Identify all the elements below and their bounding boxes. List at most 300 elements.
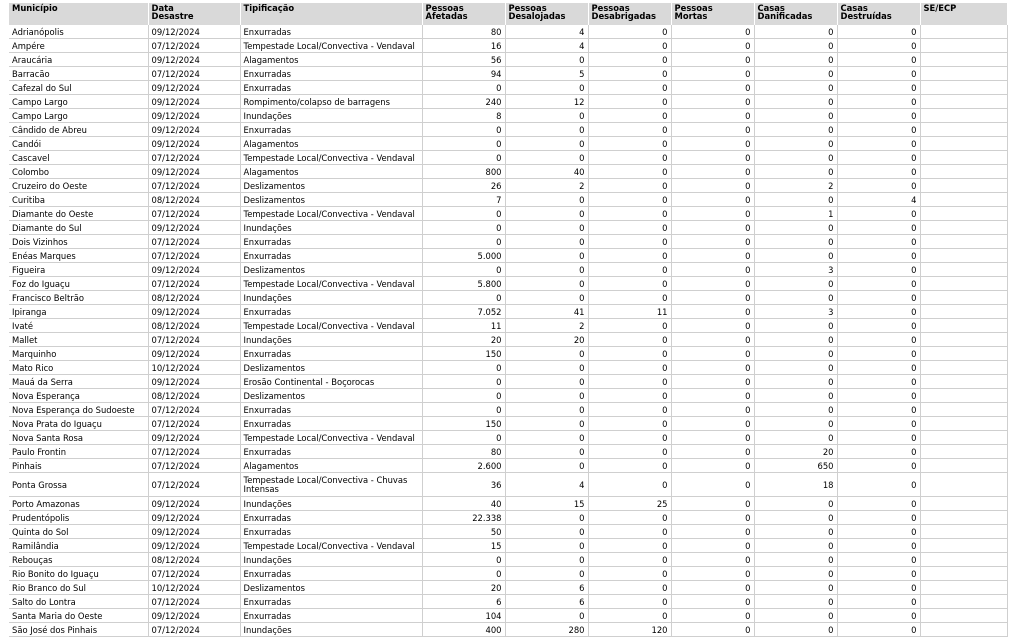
- cell-casas-danificadas: 0: [754, 67, 837, 81]
- cell-tipificacao: Inundações: [240, 497, 422, 511]
- cell-data-desastre: 09/12/2024: [148, 165, 240, 179]
- cell-se-ecp: [920, 277, 1007, 291]
- cell-pessoas-desalojadas: 6: [505, 595, 588, 609]
- cell-municipio: Quinta do Sol: [9, 525, 148, 539]
- cell-se-ecp: [920, 553, 1007, 567]
- table-row: [9, 511, 1007, 525]
- cell-casas-danificadas: 0: [754, 151, 837, 165]
- cell-tipificacao: Enxurradas: [240, 525, 422, 539]
- cell-casas-destruidas: 0: [837, 595, 920, 609]
- cell-casas-destruidas: 0: [837, 165, 920, 179]
- cell-casas-destruidas: 0: [837, 431, 920, 445]
- cell-pessoas-desabrigadas: 0: [588, 553, 671, 567]
- table-row: [9, 473, 1007, 497]
- cell-pessoas-desalojadas: 4: [505, 25, 588, 39]
- cell-pessoas-desabrigadas: 0: [588, 25, 671, 39]
- cell-data-desastre: 09/12/2024: [148, 497, 240, 511]
- cell-se-ecp: [920, 207, 1007, 221]
- cell-pessoas-desalojadas: 0: [505, 277, 588, 291]
- cell-casas-destruidas: 0: [837, 263, 920, 277]
- cell-tipificacao: Deslizamentos: [240, 389, 422, 403]
- cell-tipificacao: Enxurradas: [240, 567, 422, 581]
- cell-casas-danificadas: 0: [754, 431, 837, 445]
- cell-municipio: Ponta Grossa: [9, 473, 148, 497]
- table-body: [9, 25, 1007, 637]
- cell-casas-destruidas: 0: [837, 221, 920, 235]
- cell-pessoas-desalojadas: 0: [505, 291, 588, 305]
- cell-pessoas-desabrigadas: 0: [588, 67, 671, 81]
- cell-casas-destruidas: 0: [837, 67, 920, 81]
- cell-casas-danificadas: 0: [754, 249, 837, 263]
- cell-pessoas-afetadas: 2.600: [422, 459, 505, 473]
- cell-pessoas-desabrigadas: 0: [588, 539, 671, 553]
- cell-pessoas-desabrigadas: 0: [588, 277, 671, 291]
- column-header-casas-destruidas: Casas Destruídas: [837, 3, 920, 25]
- cell-se-ecp: [920, 151, 1007, 165]
- cell-pessoas-afetadas: 20: [422, 333, 505, 347]
- cell-municipio: Diamante do Oeste: [9, 207, 148, 221]
- table-row: [9, 539, 1007, 553]
- cell-casas-destruidas: 0: [837, 539, 920, 553]
- cell-pessoas-desabrigadas: 0: [588, 581, 671, 595]
- cell-casas-danificadas: 0: [754, 609, 837, 623]
- cell-pessoas-desabrigadas: 0: [588, 109, 671, 123]
- cell-data-desastre: 09/12/2024: [148, 525, 240, 539]
- cell-pessoas-desabrigadas: 0: [588, 95, 671, 109]
- cell-casas-danificadas: 0: [754, 581, 837, 595]
- cell-pessoas-desalojadas: 280: [505, 623, 588, 637]
- cell-pessoas-mortas: 0: [671, 375, 754, 389]
- cell-tipificacao: Inundações: [240, 221, 422, 235]
- cell-pessoas-afetadas: 0: [422, 553, 505, 567]
- cell-pessoas-mortas: 0: [671, 403, 754, 417]
- cell-pessoas-desalojadas: 0: [505, 361, 588, 375]
- cell-pessoas-mortas: 0: [671, 263, 754, 277]
- cell-se-ecp: [920, 417, 1007, 431]
- cell-pessoas-desabrigadas: 0: [588, 459, 671, 473]
- cell-casas-danificadas: 0: [754, 403, 837, 417]
- cell-data-desastre: 07/12/2024: [148, 39, 240, 53]
- cell-casas-danificadas: 0: [754, 319, 837, 333]
- cell-municipio: Cafezal do Sul: [9, 81, 148, 95]
- cell-se-ecp: [920, 123, 1007, 137]
- cell-data-desastre: 07/12/2024: [148, 235, 240, 249]
- cell-municipio: Cândido de Abreu: [9, 123, 148, 137]
- cell-casas-destruidas: 0: [837, 277, 920, 291]
- cell-pessoas-mortas: 0: [671, 179, 754, 193]
- cell-pessoas-desabrigadas: 0: [588, 123, 671, 137]
- cell-tipificacao: Enxurradas: [240, 595, 422, 609]
- cell-pessoas-mortas: 0: [671, 417, 754, 431]
- cell-casas-danificadas: 0: [754, 235, 837, 249]
- cell-pessoas-desalojadas: 6: [505, 581, 588, 595]
- cell-municipio: Cruzeiro do Oeste: [9, 179, 148, 193]
- cell-se-ecp: [920, 249, 1007, 263]
- cell-pessoas-mortas: 0: [671, 333, 754, 347]
- cell-pessoas-desalojadas: 0: [505, 207, 588, 221]
- cell-casas-danificadas: 0: [754, 375, 837, 389]
- cell-tipificacao: Tempestade Local/Convectiva - Vendaval: [240, 151, 422, 165]
- cell-casas-danificadas: 0: [754, 137, 837, 151]
- cell-municipio: Figueira: [9, 263, 148, 277]
- cell-data-desastre: 09/12/2024: [148, 221, 240, 235]
- cell-casas-destruidas: 0: [837, 417, 920, 431]
- cell-municipio: Foz do Iguaçu: [9, 277, 148, 291]
- cell-pessoas-afetadas: 104: [422, 609, 505, 623]
- cell-pessoas-mortas: 0: [671, 361, 754, 375]
- cell-municipio: Mallet: [9, 333, 148, 347]
- cell-data-desastre: 07/12/2024: [148, 417, 240, 431]
- cell-tipificacao: Enxurradas: [240, 235, 422, 249]
- table-row: [9, 81, 1007, 95]
- table-row: [9, 137, 1007, 151]
- cell-casas-danificadas: 0: [754, 221, 837, 235]
- cell-municipio: Ipiranga: [9, 305, 148, 319]
- cell-pessoas-desabrigadas: 0: [588, 81, 671, 95]
- table-row: [9, 39, 1007, 53]
- cell-pessoas-mortas: 0: [671, 389, 754, 403]
- cell-pessoas-mortas: 0: [671, 347, 754, 361]
- cell-municipio: Nova Prata do Iguaçu: [9, 417, 148, 431]
- cell-municipio: Nova Esperança: [9, 389, 148, 403]
- cell-data-desastre: 09/12/2024: [148, 81, 240, 95]
- cell-se-ecp: [920, 25, 1007, 39]
- cell-tipificacao: Enxurradas: [240, 417, 422, 431]
- cell-pessoas-desalojadas: 2: [505, 179, 588, 193]
- cell-tipificacao: Enxurradas: [240, 81, 422, 95]
- cell-casas-danificadas: 3: [754, 305, 837, 319]
- cell-pessoas-mortas: 0: [671, 581, 754, 595]
- cell-casas-destruidas: 0: [837, 459, 920, 473]
- column-header-pessoas-mortas: Pessoas Mortas: [671, 3, 754, 25]
- cell-municipio: Ivaté: [9, 319, 148, 333]
- cell-pessoas-desalojadas: 12: [505, 95, 588, 109]
- cell-tipificacao: Inundações: [240, 553, 422, 567]
- cell-pessoas-desabrigadas: 0: [588, 249, 671, 263]
- cell-municipio: Santa Maria do Oeste: [9, 609, 148, 623]
- cell-municipio: Colombo: [9, 165, 148, 179]
- cell-municipio: Mato Rico: [9, 361, 148, 375]
- cell-se-ecp: [920, 445, 1007, 459]
- cell-casas-destruidas: 0: [837, 567, 920, 581]
- cell-municipio: Enéas Marques: [9, 249, 148, 263]
- cell-data-desastre: 07/12/2024: [148, 445, 240, 459]
- cell-municipio: Nova Santa Rosa: [9, 431, 148, 445]
- cell-casas-danificadas: 0: [754, 553, 837, 567]
- cell-data-desastre: 07/12/2024: [148, 67, 240, 81]
- table-row: [9, 623, 1007, 637]
- cell-municipio: Porto Amazonas: [9, 497, 148, 511]
- cell-se-ecp: [920, 361, 1007, 375]
- cell-pessoas-afetadas: 0: [422, 375, 505, 389]
- cell-pessoas-mortas: 0: [671, 81, 754, 95]
- cell-municipio: Adrianópolis: [9, 25, 148, 39]
- table-row: [9, 207, 1007, 221]
- cell-pessoas-afetadas: 0: [422, 235, 505, 249]
- cell-pessoas-mortas: 0: [671, 123, 754, 137]
- cell-casas-destruidas: 0: [837, 445, 920, 459]
- cell-se-ecp: [920, 81, 1007, 95]
- cell-casas-destruidas: 0: [837, 497, 920, 511]
- cell-tipificacao: Deslizamentos: [240, 361, 422, 375]
- cell-casas-destruidas: 0: [837, 347, 920, 361]
- cell-pessoas-desalojadas: 0: [505, 417, 588, 431]
- cell-pessoas-desabrigadas: 0: [588, 389, 671, 403]
- cell-pessoas-afetadas: 80: [422, 25, 505, 39]
- cell-pessoas-mortas: 0: [671, 277, 754, 291]
- cell-data-desastre: 08/12/2024: [148, 389, 240, 403]
- cell-pessoas-mortas: 0: [671, 473, 754, 497]
- cell-pessoas-desabrigadas: 0: [588, 39, 671, 53]
- cell-casas-danificadas: 0: [754, 347, 837, 361]
- cell-pessoas-mortas: 0: [671, 459, 754, 473]
- cell-pessoas-desalojadas: 15: [505, 497, 588, 511]
- cell-casas-danificadas: 0: [754, 417, 837, 431]
- cell-pessoas-desalojadas: 0: [505, 193, 588, 207]
- cell-municipio: Prudentópolis: [9, 511, 148, 525]
- cell-pessoas-mortas: 0: [671, 595, 754, 609]
- cell-municipio: Barracão: [9, 67, 148, 81]
- cell-tipificacao: Tempestade Local/Convectiva - Vendaval: [240, 431, 422, 445]
- table-row: [9, 305, 1007, 319]
- cell-municipio: Curitiba: [9, 193, 148, 207]
- cell-pessoas-desalojadas: 5: [505, 67, 588, 81]
- cell-pessoas-desabrigadas: 11: [588, 305, 671, 319]
- table-row: [9, 53, 1007, 67]
- cell-casas-danificadas: 650: [754, 459, 837, 473]
- cell-data-desastre: 09/12/2024: [148, 25, 240, 39]
- cell-pessoas-desalojadas: 0: [505, 539, 588, 553]
- cell-tipificacao: Inundações: [240, 333, 422, 347]
- cell-pessoas-mortas: 0: [671, 511, 754, 525]
- cell-pessoas-afetadas: 94: [422, 67, 505, 81]
- cell-municipio: Paulo Frontin: [9, 445, 148, 459]
- cell-pessoas-desalojadas: 0: [505, 151, 588, 165]
- column-header-municipio: Município: [9, 3, 148, 25]
- cell-pessoas-desabrigadas: 0: [588, 511, 671, 525]
- cell-pessoas-desalojadas: 0: [505, 389, 588, 403]
- cell-casas-danificadas: 0: [754, 39, 837, 53]
- cell-casas-destruidas: 0: [837, 389, 920, 403]
- table-row: [9, 417, 1007, 431]
- cell-pessoas-afetadas: 0: [422, 151, 505, 165]
- cell-casas-destruidas: 0: [837, 81, 920, 95]
- cell-casas-destruidas: 0: [837, 39, 920, 53]
- column-header-casas-danificadas: Casas Danificadas: [754, 3, 837, 25]
- cell-casas-destruidas: 0: [837, 53, 920, 67]
- cell-data-desastre: 07/12/2024: [148, 403, 240, 417]
- cell-se-ecp: [920, 525, 1007, 539]
- cell-pessoas-mortas: 0: [671, 137, 754, 151]
- cell-pessoas-mortas: 0: [671, 95, 754, 109]
- table-row: [9, 109, 1007, 123]
- table-row: [9, 347, 1007, 361]
- cell-pessoas-desabrigadas: 0: [588, 193, 671, 207]
- cell-tipificacao: Alagamentos: [240, 459, 422, 473]
- cell-pessoas-desalojadas: 4: [505, 39, 588, 53]
- cell-pessoas-mortas: 0: [671, 39, 754, 53]
- cell-pessoas-afetadas: 0: [422, 567, 505, 581]
- cell-pessoas-afetadas: 8: [422, 109, 505, 123]
- cell-pessoas-afetadas: 16: [422, 39, 505, 53]
- cell-pessoas-desalojadas: 0: [505, 81, 588, 95]
- cell-pessoas-desalojadas: 0: [505, 511, 588, 525]
- cell-tipificacao: Deslizamentos: [240, 193, 422, 207]
- cell-data-desastre: 09/12/2024: [148, 123, 240, 137]
- cell-tipificacao: Enxurradas: [240, 403, 422, 417]
- cell-municipio: Rio Bonito do Iguaçu: [9, 567, 148, 581]
- cell-tipificacao: Enxurradas: [240, 123, 422, 137]
- table-row: [9, 193, 1007, 207]
- cell-data-desastre: 09/12/2024: [148, 539, 240, 553]
- cell-municipio: Rebouças: [9, 553, 148, 567]
- cell-pessoas-afetadas: 80: [422, 445, 505, 459]
- cell-se-ecp: [920, 39, 1007, 53]
- cell-casas-destruidas: 0: [837, 151, 920, 165]
- cell-casas-danificadas: 3: [754, 263, 837, 277]
- cell-municipio: Nova Esperança do Sudoeste: [9, 403, 148, 417]
- cell-municipio: Campo Largo: [9, 95, 148, 109]
- cell-casas-danificadas: 0: [754, 53, 837, 67]
- cell-municipio: Diamante do Sul: [9, 221, 148, 235]
- cell-pessoas-desalojadas: 4: [505, 473, 588, 497]
- cell-data-desastre: 07/12/2024: [148, 277, 240, 291]
- cell-pessoas-desabrigadas: 0: [588, 595, 671, 609]
- cell-data-desastre: 10/12/2024: [148, 581, 240, 595]
- cell-pessoas-desabrigadas: 0: [588, 221, 671, 235]
- cell-pessoas-desabrigadas: 0: [588, 525, 671, 539]
- cell-casas-destruidas: 0: [837, 305, 920, 319]
- cell-se-ecp: [920, 497, 1007, 511]
- cell-pessoas-desalojadas: 0: [505, 263, 588, 277]
- cell-se-ecp: [920, 347, 1007, 361]
- cell-pessoas-desabrigadas: 0: [588, 207, 671, 221]
- cell-pessoas-desalojadas: 20: [505, 333, 588, 347]
- cell-tipificacao: Inundações: [240, 291, 422, 305]
- cell-se-ecp: [920, 137, 1007, 151]
- cell-pessoas-desabrigadas: 0: [588, 53, 671, 67]
- cell-pessoas-afetadas: 56: [422, 53, 505, 67]
- cell-pessoas-mortas: 0: [671, 497, 754, 511]
- table-row: [9, 595, 1007, 609]
- cell-pessoas-mortas: 0: [671, 235, 754, 249]
- cell-pessoas-desabrigadas: 25: [588, 497, 671, 511]
- cell-pessoas-desabrigadas: 0: [588, 319, 671, 333]
- cell-pessoas-desalojadas: 0: [505, 109, 588, 123]
- cell-municipio: Candói: [9, 137, 148, 151]
- cell-tipificacao: Enxurradas: [240, 511, 422, 525]
- cell-municipio: Dois Vizinhos: [9, 235, 148, 249]
- cell-pessoas-desalojadas: 41: [505, 305, 588, 319]
- cell-casas-danificadas: 0: [754, 109, 837, 123]
- cell-casas-destruidas: 0: [837, 123, 920, 137]
- cell-pessoas-mortas: 0: [671, 305, 754, 319]
- cell-casas-destruidas: 0: [837, 473, 920, 497]
- cell-pessoas-mortas: 0: [671, 151, 754, 165]
- cell-pessoas-afetadas: 150: [422, 417, 505, 431]
- cell-casas-destruidas: 4: [837, 193, 920, 207]
- table-row: [9, 235, 1007, 249]
- cell-tipificacao: Alagamentos: [240, 165, 422, 179]
- cell-tipificacao: Deslizamentos: [240, 263, 422, 277]
- cell-pessoas-afetadas: 0: [422, 81, 505, 95]
- cell-pessoas-afetadas: 0: [422, 403, 505, 417]
- cell-pessoas-desalojadas: 40: [505, 165, 588, 179]
- table-row: [9, 319, 1007, 333]
- cell-pessoas-desabrigadas: 0: [588, 263, 671, 277]
- cell-tipificacao: Enxurradas: [240, 445, 422, 459]
- cell-se-ecp: [920, 235, 1007, 249]
- cell-pessoas-afetadas: 6: [422, 595, 505, 609]
- cell-tipificacao: Erosão Continental - Boçorocas: [240, 375, 422, 389]
- cell-casas-destruidas: 0: [837, 511, 920, 525]
- cell-se-ecp: [920, 305, 1007, 319]
- cell-casas-danificadas: 0: [754, 333, 837, 347]
- cell-se-ecp: [920, 431, 1007, 445]
- cell-casas-destruidas: 0: [837, 249, 920, 263]
- cell-casas-danificadas: 0: [754, 81, 837, 95]
- table-row: [9, 389, 1007, 403]
- cell-casas-danificadas: 0: [754, 389, 837, 403]
- cell-se-ecp: [920, 473, 1007, 497]
- cell-pessoas-desalojadas: 0: [505, 235, 588, 249]
- cell-pessoas-mortas: 0: [671, 291, 754, 305]
- cell-pessoas-desalojadas: 0: [505, 137, 588, 151]
- cell-pessoas-mortas: 0: [671, 319, 754, 333]
- cell-tipificacao: Tempestade Local/Convectiva - Vendaval: [240, 319, 422, 333]
- cell-pessoas-afetadas: 26: [422, 179, 505, 193]
- cell-pessoas-mortas: 0: [671, 25, 754, 39]
- cell-pessoas-mortas: 0: [671, 249, 754, 263]
- cell-pessoas-afetadas: 7.052: [422, 305, 505, 319]
- cell-pessoas-afetadas: 800: [422, 165, 505, 179]
- cell-pessoas-desabrigadas: 0: [588, 445, 671, 459]
- disaster-table: [9, 3, 1008, 637]
- cell-data-desastre: 07/12/2024: [148, 207, 240, 221]
- cell-pessoas-desabrigadas: 0: [588, 165, 671, 179]
- cell-pessoas-desalojadas: 2: [505, 319, 588, 333]
- table-row: [9, 249, 1007, 263]
- cell-data-desastre: 09/12/2024: [148, 305, 240, 319]
- cell-tipificacao: Enxurradas: [240, 25, 422, 39]
- cell-se-ecp: [920, 581, 1007, 595]
- cell-casas-destruidas: 0: [837, 235, 920, 249]
- cell-tipificacao: Rompimento/colapso de barragens: [240, 95, 422, 109]
- cell-pessoas-desalojadas: 0: [505, 445, 588, 459]
- cell-casas-danificadas: 18: [754, 473, 837, 497]
- cell-pessoas-desabrigadas: 0: [588, 137, 671, 151]
- cell-se-ecp: [920, 53, 1007, 67]
- cell-casas-destruidas: 0: [837, 525, 920, 539]
- cell-data-desastre: 07/12/2024: [148, 249, 240, 263]
- cell-data-desastre: 07/12/2024: [148, 595, 240, 609]
- cell-se-ecp: [920, 263, 1007, 277]
- cell-casas-destruidas: 0: [837, 403, 920, 417]
- cell-tipificacao: Enxurradas: [240, 305, 422, 319]
- cell-se-ecp: [920, 193, 1007, 207]
- cell-tipificacao: Tempestade Local/Convectiva - Vendaval: [240, 207, 422, 221]
- cell-casas-destruidas: 0: [837, 333, 920, 347]
- cell-pessoas-afetadas: 20: [422, 581, 505, 595]
- cell-data-desastre: 09/12/2024: [148, 609, 240, 623]
- cell-pessoas-afetadas: 5.800: [422, 277, 505, 291]
- cell-pessoas-afetadas: 0: [422, 389, 505, 403]
- table-row: [9, 277, 1007, 291]
- cell-casas-destruidas: 0: [837, 375, 920, 389]
- cell-pessoas-desabrigadas: 0: [588, 403, 671, 417]
- table-row: [9, 375, 1007, 389]
- cell-data-desastre: 09/12/2024: [148, 375, 240, 389]
